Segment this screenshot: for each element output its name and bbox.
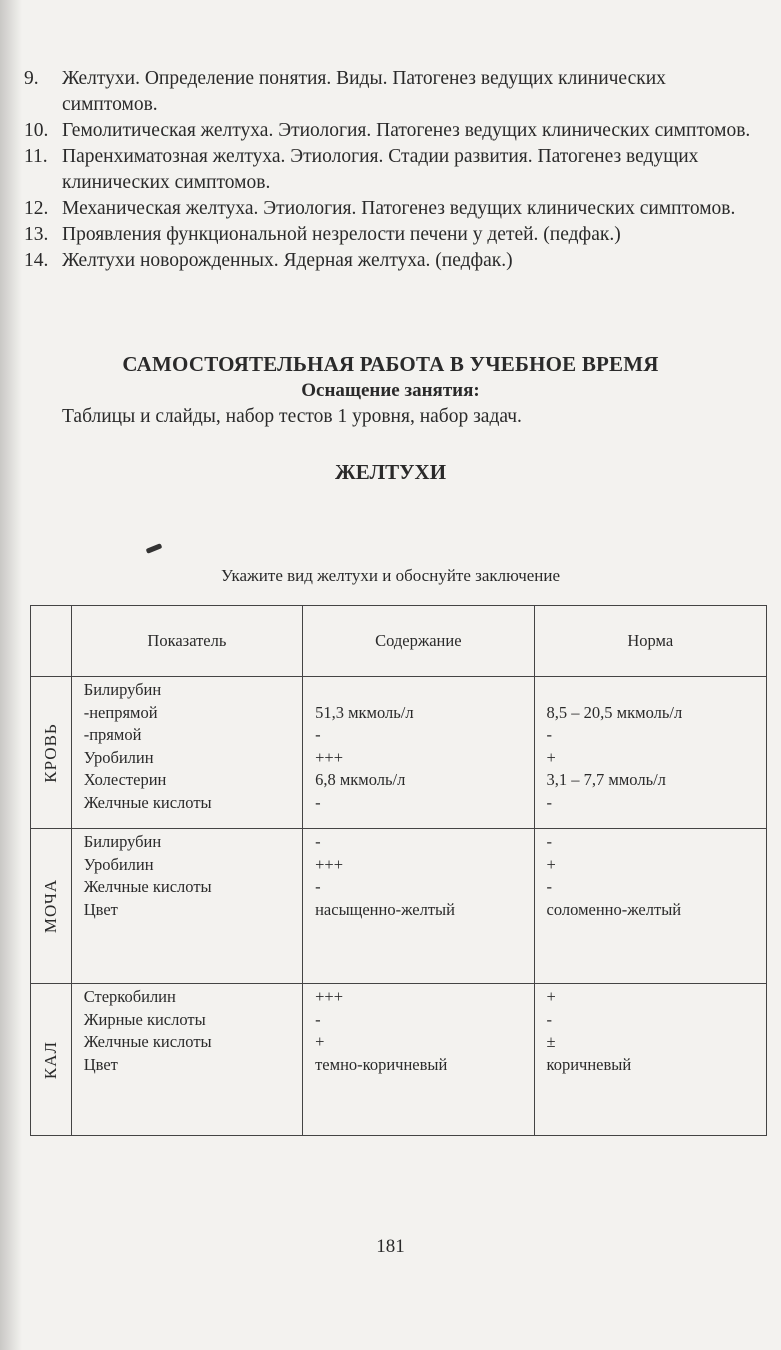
question-list	[24, 66, 754, 274]
item-number: 10.	[24, 120, 49, 141]
page-edge-shadow	[0, 0, 22, 1350]
norm-item: соломенно-желтый	[546, 899, 682, 919]
content-item	[315, 679, 533, 702]
page-number: 181	[376, 1236, 405, 1257]
norm-item: -	[546, 1009, 553, 1029]
item-number: 11.	[24, 146, 48, 167]
list-item	[24, 118, 754, 144]
norm-item: +	[546, 854, 556, 874]
equipment-text: Таблицы и слайды, набор тестов 1 уровня, набор задач.	[62, 406, 522, 427]
group-label-cell	[31, 677, 72, 829]
header-corner	[31, 606, 72, 677]
item-number: 12.	[24, 198, 49, 219]
norm-item: -	[546, 725, 553, 744]
content-item: -	[315, 832, 321, 851]
item-text: Желтухи. Определение понятия. Виды. Патогенез ведущих клинических симптомов.	[62, 68, 666, 115]
table-header-row	[31, 606, 767, 677]
indicator-item: Уробилин	[83, 747, 154, 767]
content-item: 6,8 мкмоль/л	[315, 770, 406, 789]
equipment-title: Оснащение занятия:	[301, 380, 480, 401]
header-norm: Норма	[534, 606, 766, 677]
list-item	[24, 66, 754, 118]
norm-item: +	[546, 747, 556, 767]
group-label-cell	[31, 829, 72, 984]
norm-item	[547, 679, 766, 702]
norm-item: -	[546, 792, 553, 812]
group-label-cell	[31, 984, 72, 1136]
content-item: 51,3 мкмоль/л	[315, 702, 414, 722]
indicator-item: Цвет	[83, 1054, 118, 1074]
indicator-cell	[71, 984, 302, 1136]
content-item: +++	[315, 747, 344, 767]
header-content: Содержание	[303, 606, 534, 677]
indicator-item: -прямой	[83, 725, 142, 744]
section-title: САМОСТОЯТЕЛЬНАЯ РАБОТА В УЧЕБНОЕ ВРЕМЯ	[122, 352, 659, 376]
list-item	[24, 222, 754, 248]
indicator-cell	[71, 829, 302, 984]
group-label: КАЛ	[40, 1040, 60, 1079]
content-cell	[303, 829, 534, 984]
group-label: МОЧА	[40, 878, 60, 934]
content-item: +++	[315, 987, 344, 1006]
norm-item: -	[546, 877, 553, 896]
content-cell	[303, 677, 534, 829]
indicator-item: -непрямой	[83, 702, 158, 722]
indicator-item: Жирные кислоты	[83, 1009, 206, 1029]
norm-item: 3,1 – 7,7 ммоль/л	[546, 770, 666, 789]
content-item: +++	[315, 854, 344, 874]
list-item	[24, 196, 754, 222]
item-text: Проявления функциональной незрелости печени у детей. (педфак.)	[62, 224, 621, 245]
indicator-item: Желчные кислоты	[83, 1032, 212, 1051]
indicator-item: Билирубин	[83, 832, 162, 851]
item-text: Гемолитическая желтуха. Этиология. Патогенез ведущих клинических симптомов.	[62, 120, 751, 141]
table-row	[31, 829, 767, 984]
item-number: 9.	[24, 68, 39, 89]
indicator-item: Билирубин	[83, 680, 162, 699]
list-item	[24, 144, 754, 196]
group-label: КРОВЬ	[40, 722, 60, 783]
content-item: темно-коричневый	[315, 1054, 448, 1074]
content-item: -	[315, 1009, 321, 1029]
norm-item: ±	[546, 1032, 556, 1051]
indicator-item: Стеркобилин	[83, 987, 176, 1006]
indicator-cell	[71, 677, 302, 829]
content-cell	[303, 984, 534, 1136]
indicator-item: Цвет	[83, 899, 118, 919]
content-item: -	[315, 725, 321, 744]
indicator-item: Желчные кислоты	[83, 877, 212, 896]
norm-item: +	[546, 987, 556, 1006]
norm-item: 8,5 – 20,5 мкмоль/л	[546, 702, 683, 722]
item-text: Механическая желтуха. Этиология. Патогенез ведущих клинических симптомов.	[62, 198, 736, 219]
topic-title: ЖЕЛТУХИ	[334, 460, 447, 484]
norm-cell	[534, 829, 766, 984]
content-item: насыщенно-желтый	[315, 899, 455, 919]
indicator-item: Уробилин	[83, 854, 154, 874]
item-number: 13.	[24, 224, 49, 245]
ink-mark	[146, 543, 163, 554]
lab-results-table	[30, 605, 767, 1136]
table-row	[31, 984, 767, 1136]
norm-cell	[534, 677, 766, 829]
indicator-item: Желчные кислоты	[83, 792, 212, 812]
item-number: 14.	[24, 250, 49, 271]
norm-cell	[534, 984, 766, 1136]
header-indicator: Показатель	[71, 606, 302, 677]
content-item: -	[315, 792, 321, 812]
indicator-item: Холестерин	[83, 770, 167, 789]
content-item: -	[315, 877, 321, 896]
item-text: Желтухи новорожденных. Ядерная желтуха. (педфак.)	[62, 250, 513, 271]
table-row	[31, 677, 767, 829]
content-item: +	[315, 1032, 325, 1051]
norm-item: коричневый	[546, 1054, 632, 1074]
norm-item: -	[546, 832, 553, 851]
item-text: Паренхиматозная желтуха. Этиология. Стадии развития. Патогенез ведущих клинических симптомов.	[62, 146, 699, 193]
instruction-text: Укажите вид желтухи и обоснуйте заключение	[220, 566, 561, 585]
list-item	[24, 248, 754, 274]
